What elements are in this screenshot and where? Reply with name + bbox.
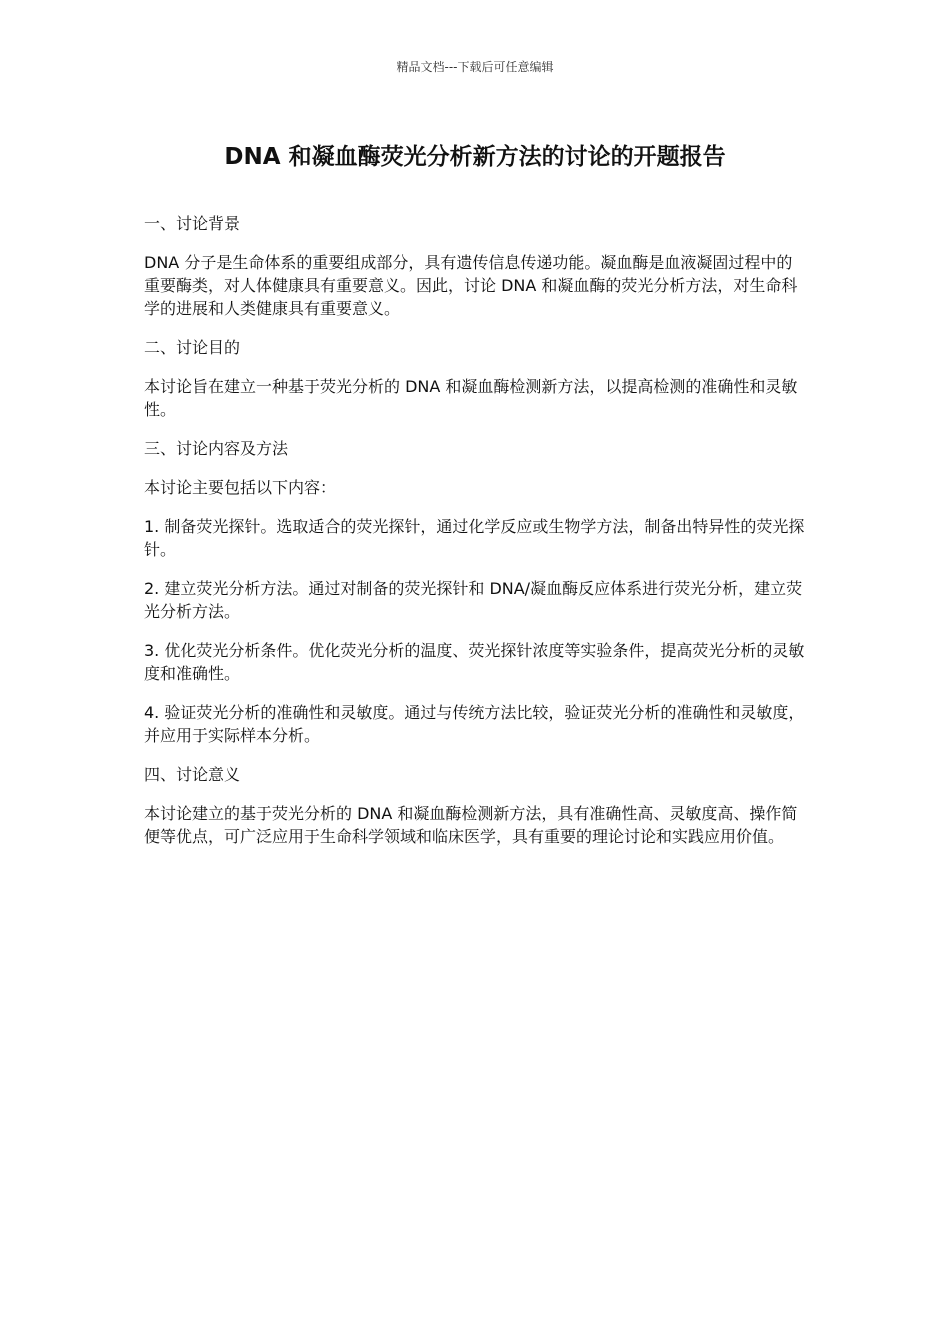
- content-item-4: 4. 验证荧光分析的准确性和灵敏度。通过与传统方法比较，验证荧光分析的准确性和灵敏度，并应用于实际样本分析。: [144, 703, 805, 745]
- section-text-background: DNA 分子是生命体系的重要组成部分，具有遗传信息传递功能。凝血酶是血液凝固过程中的重要酶类，对人体健康具有重要意义。因此，讨论 DNA 和凝血酶的荧光分析方法，对生命科学的进展和人类健康具有重要意义。: [144, 253, 798, 318]
- section-heading-purpose: 二、讨论目的: [144, 338, 241, 357]
- section-heading-background: 一、讨论背景: [144, 214, 241, 233]
- section-heading-significance: 四、讨论意义: [144, 765, 241, 784]
- section-heading-content: 三、讨论内容及方法: [144, 439, 289, 458]
- section-intro-content: 本讨论主要包括以下内容：: [144, 478, 337, 497]
- content-item-1: 1. 制备荧光探针。选取适合的荧光探针，通过化学反应或生物学方法，制备出特异性的荧光探针。: [144, 517, 805, 559]
- content-item-2: 2. 建立荧光分析方法。通过对制备的荧光探针和 DNA/凝血酶反应体系进行荧光分析，建立荧光分析方法。: [144, 579, 803, 621]
- section-text-purpose: 本讨论旨在建立一种基于荧光分析的 DNA 和凝血酶检测新方法，以提高检测的准确性和灵敏性。: [144, 377, 798, 419]
- document-title: DNA 和凝血酶荧光分析新方法的讨论的开题报告: [224, 144, 726, 170]
- header-note: 精品文档---下载后可任意编辑: [396, 60, 554, 74]
- section-text-significance: 本讨论建立的基于荧光分析的 DNA 和凝血酶检测新方法，具有准确性高、灵敏度高、操作简便等优点，可广泛应用于生命科学领域和临床医学，具有重要的理论讨论和实践应用价值。: [144, 804, 798, 846]
- content-item-3: 3. 优化荧光分析条件。优化荧光分析的温度、荧光探针浓度等实验条件，提高荧光分析的灵敏度和准确性。: [144, 641, 805, 683]
- document-body: [144, 212, 808, 864]
